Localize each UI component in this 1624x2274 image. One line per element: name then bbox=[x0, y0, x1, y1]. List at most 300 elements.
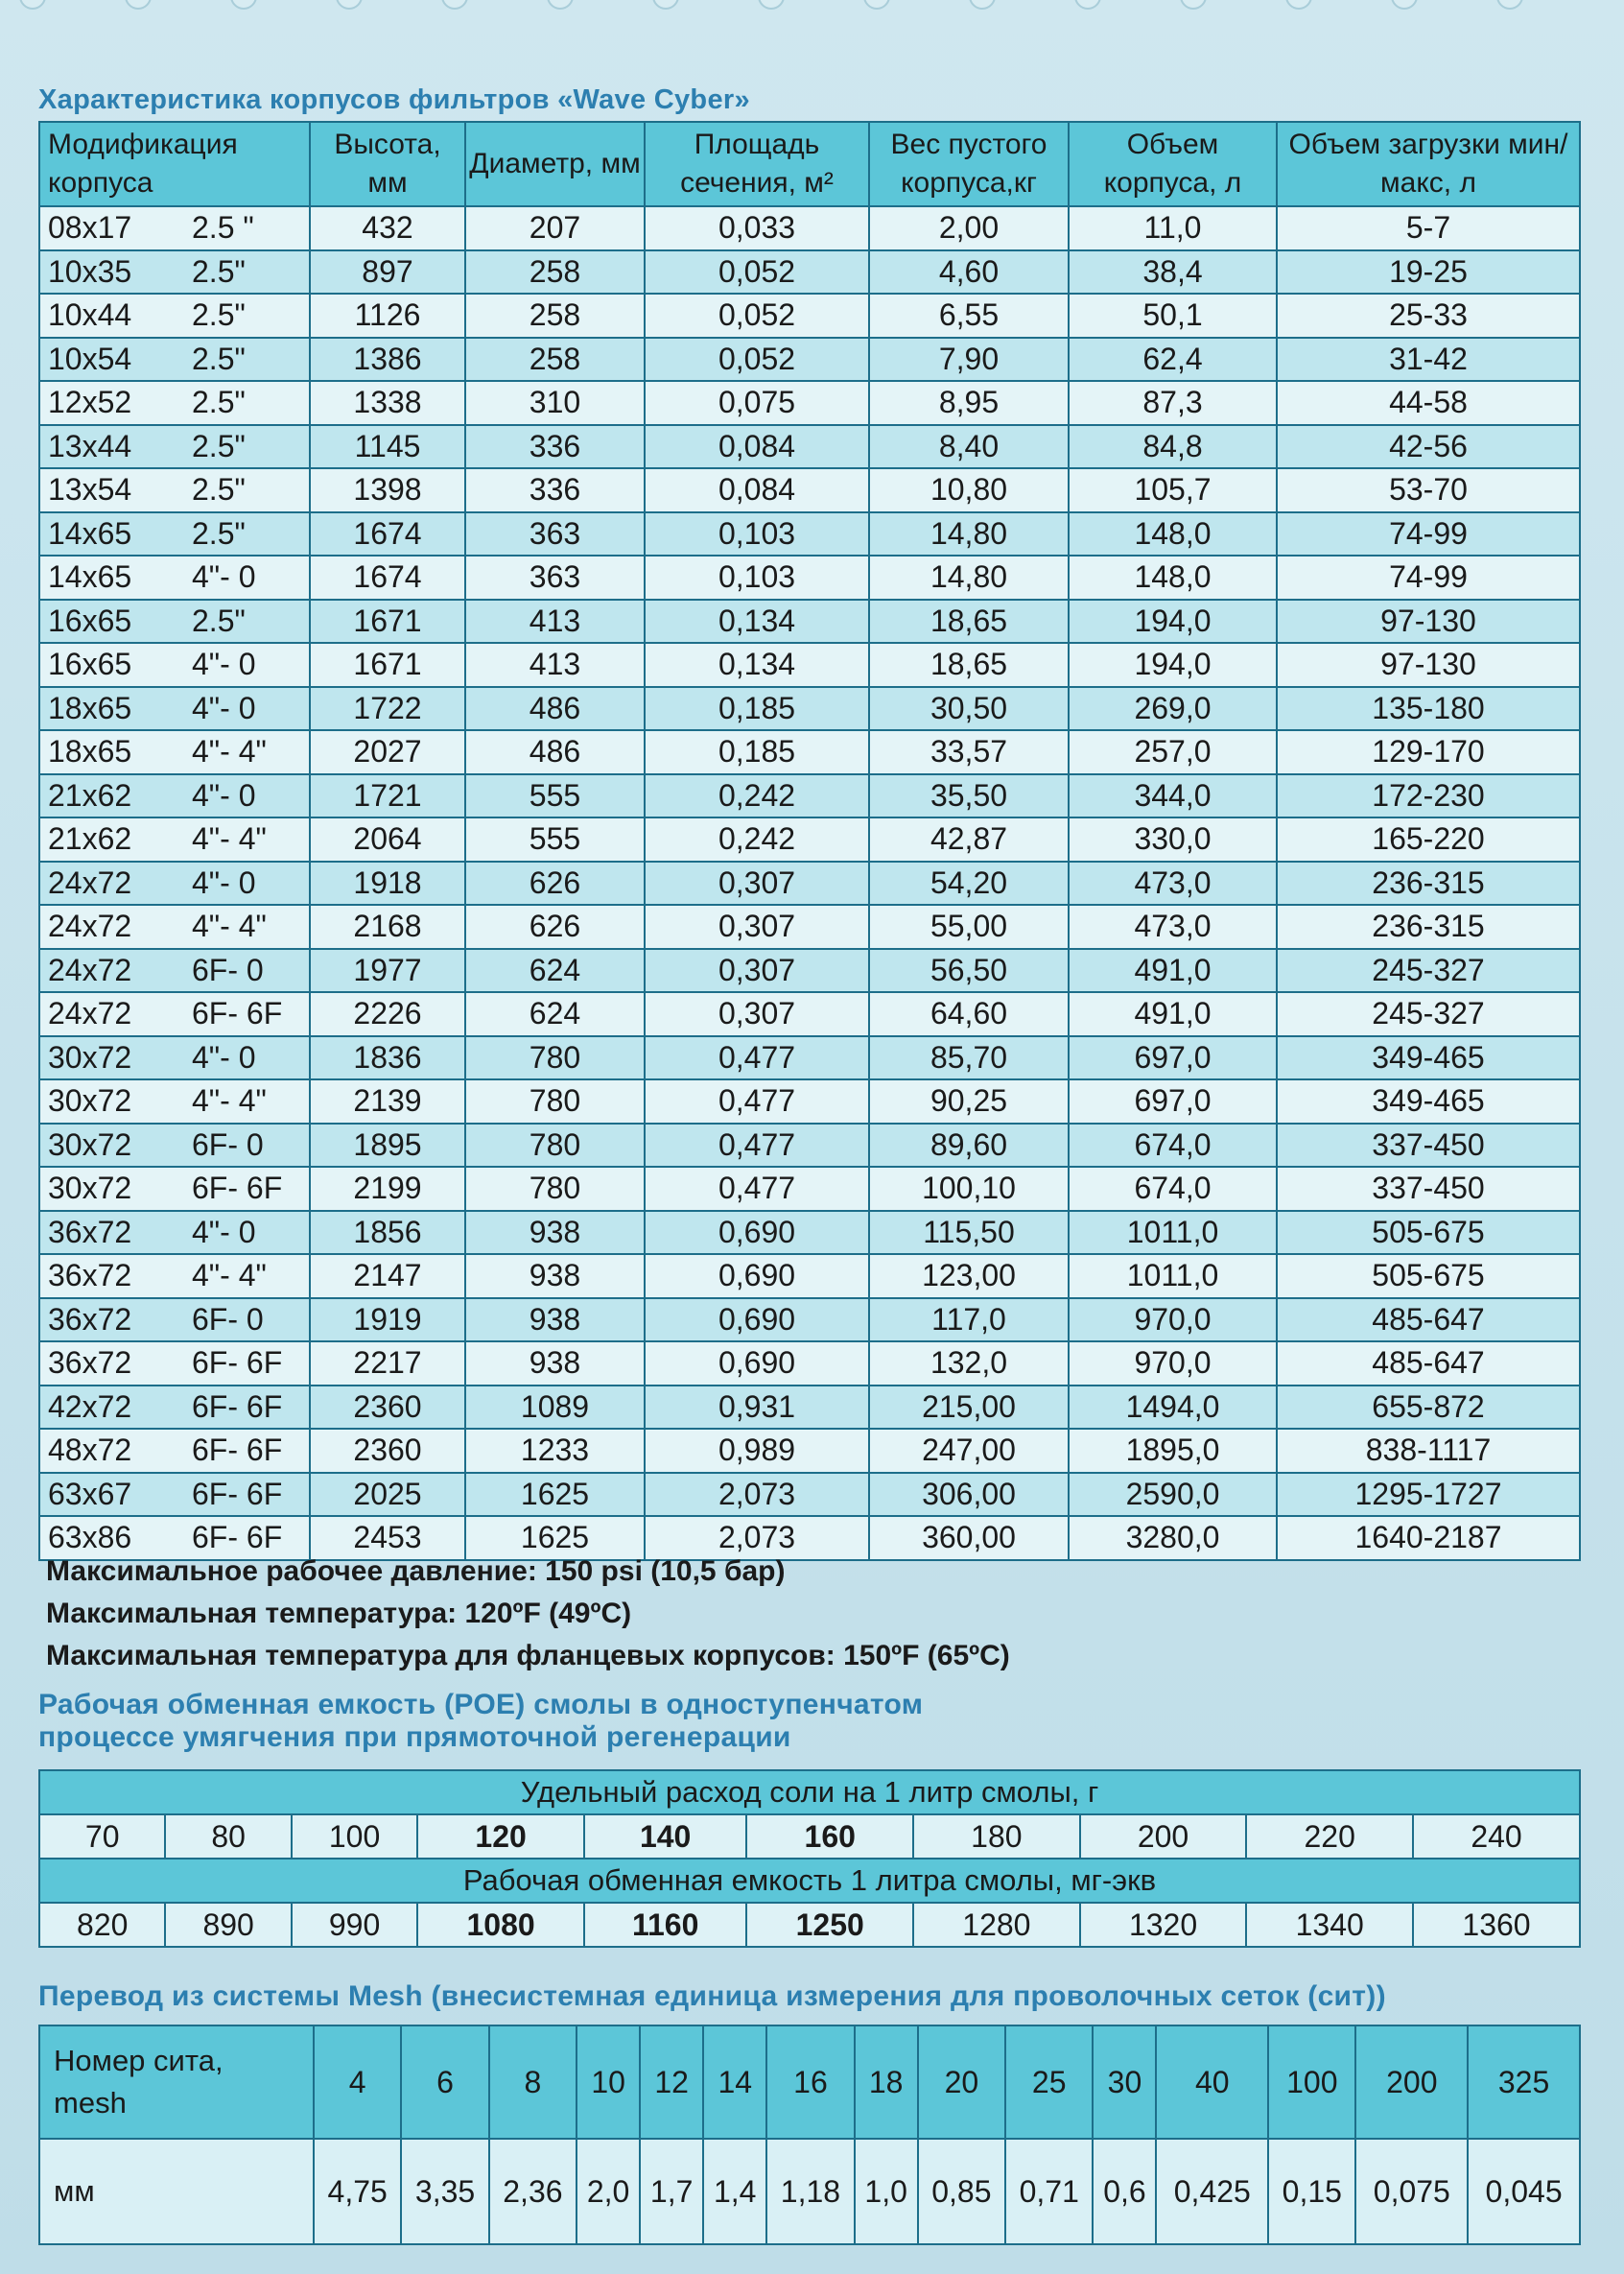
table-row bbox=[39, 381, 1580, 425]
modification-cell bbox=[39, 512, 310, 557]
capacity-value-cell: 1250 bbox=[746, 1903, 913, 1947]
modification-cell bbox=[39, 556, 310, 600]
weight-cell: 55,00 bbox=[869, 905, 1069, 949]
volume-cell: 491,0 bbox=[1069, 992, 1277, 1036]
diameter-cell: 626 bbox=[465, 905, 645, 949]
weight-cell: 8,95 bbox=[869, 381, 1069, 425]
filter-housings-table bbox=[38, 121, 1581, 1561]
area-cell: 0,690 bbox=[645, 1211, 869, 1255]
area-cell: 0,477 bbox=[645, 1124, 869, 1168]
load-cell: 1640-2187 bbox=[1277, 1516, 1580, 1560]
diameter-cell: 555 bbox=[465, 774, 645, 818]
area-cell: 0,134 bbox=[645, 600, 869, 644]
load-cell: 74-99 bbox=[1277, 556, 1580, 600]
table-row bbox=[39, 643, 1580, 687]
load-cell: 236-315 bbox=[1277, 862, 1580, 906]
housing-size: 36x72 bbox=[48, 1345, 132, 1381]
volume-cell: 257,0 bbox=[1069, 730, 1277, 774]
weight-cell: 89,60 bbox=[869, 1124, 1069, 1168]
mm-value-cell: 1,4 bbox=[703, 2139, 766, 2244]
resin-capacity-title-line2: процессе умягчения при прямоточной регенерации bbox=[38, 1721, 791, 1753]
modification-cell bbox=[39, 206, 310, 250]
connection-type: 2.5 " bbox=[192, 210, 254, 246]
mm-value-cell: 0,075 bbox=[1355, 2139, 1468, 2244]
table-row bbox=[39, 1167, 1580, 1211]
modification-cell bbox=[39, 1429, 310, 1473]
diameter-cell: 1233 bbox=[465, 1429, 645, 1473]
load-cell: 74-99 bbox=[1277, 512, 1580, 557]
salt-value-cell: 160 bbox=[746, 1814, 913, 1859]
modification-cell bbox=[39, 425, 310, 469]
housing-size: 24x72 bbox=[48, 996, 132, 1031]
modification-cell bbox=[39, 730, 310, 774]
table-row bbox=[39, 1341, 1580, 1386]
height-cell: 1918 bbox=[310, 862, 465, 906]
capacity-value-cell: 1320 bbox=[1080, 1903, 1247, 1947]
volume-cell: 491,0 bbox=[1069, 949, 1277, 993]
binder-hole bbox=[1391, 0, 1418, 10]
load-cell: 505-675 bbox=[1277, 1254, 1580, 1298]
connection-type: 6F- 0 bbox=[192, 952, 264, 987]
mesh-value-cell: 200 bbox=[1355, 2025, 1468, 2139]
volume-cell: 50,1 bbox=[1069, 294, 1277, 338]
volume-cell: 344,0 bbox=[1069, 774, 1277, 818]
housing-size: 36x72 bbox=[48, 1301, 132, 1337]
weight-cell: 247,00 bbox=[869, 1429, 1069, 1473]
area-cell: 0,134 bbox=[645, 643, 869, 687]
area-cell: 0,307 bbox=[645, 905, 869, 949]
mesh-value-cell: 100 bbox=[1268, 2025, 1355, 2139]
mm-value-cell: 2,0 bbox=[577, 2139, 640, 2244]
area-cell: 0,307 bbox=[645, 992, 869, 1036]
housing-size: 48x72 bbox=[48, 1433, 132, 1468]
connection-type: 4"- 0 bbox=[192, 1039, 256, 1075]
connection-type: 6F- 6F bbox=[192, 996, 283, 1031]
connection-type: 6F- 6F bbox=[192, 1345, 283, 1381]
diameter-cell: 486 bbox=[465, 730, 645, 774]
weight-cell: 117,0 bbox=[869, 1298, 1069, 1342]
diameter-cell: 363 bbox=[465, 512, 645, 557]
volume-cell: 674,0 bbox=[1069, 1167, 1277, 1211]
diameter-cell: 486 bbox=[465, 687, 645, 731]
housing-size: 21x62 bbox=[48, 777, 132, 813]
area-cell: 0,690 bbox=[645, 1254, 869, 1298]
height-cell: 1398 bbox=[310, 468, 465, 512]
load-cell: 42-56 bbox=[1277, 425, 1580, 469]
load-cell: 655-872 bbox=[1277, 1386, 1580, 1430]
salt-consumption-header: Удельный расход соли на 1 литр смолы, г bbox=[39, 1770, 1580, 1814]
salt-value-cell: 140 bbox=[584, 1814, 746, 1859]
load-cell: 97-130 bbox=[1277, 600, 1580, 644]
volume-cell: 84,8 bbox=[1069, 425, 1277, 469]
area-cell: 0,690 bbox=[645, 1298, 869, 1342]
housing-size: 10x35 bbox=[48, 253, 132, 289]
binder-hole bbox=[547, 0, 574, 10]
salt-value-cell: 80 bbox=[165, 1814, 291, 1859]
load-cell: 97-130 bbox=[1277, 643, 1580, 687]
weight-cell: 4,60 bbox=[869, 250, 1069, 295]
weight-cell: 56,50 bbox=[869, 949, 1069, 993]
diameter-cell: 1089 bbox=[465, 1386, 645, 1430]
mesh-number-label-line2: mesh bbox=[54, 2086, 127, 2120]
column-header: Высота, мм bbox=[310, 122, 465, 206]
load-cell: 44-58 bbox=[1277, 381, 1580, 425]
mesh-value-cell: 20 bbox=[918, 2025, 1005, 2139]
modification-cell bbox=[39, 1386, 310, 1430]
mesh-value-cell: 325 bbox=[1468, 2025, 1580, 2139]
table-row bbox=[39, 338, 1580, 382]
binder-hole bbox=[1496, 0, 1523, 10]
volume-cell: 1011,0 bbox=[1069, 1254, 1277, 1298]
table-row bbox=[39, 687, 1580, 731]
modification-cell bbox=[39, 774, 310, 818]
diameter-cell: 336 bbox=[465, 425, 645, 469]
weight-cell: 2,00 bbox=[869, 206, 1069, 250]
weight-cell: 8,40 bbox=[869, 425, 1069, 469]
area-cell: 0,052 bbox=[645, 294, 869, 338]
area-cell: 0,307 bbox=[645, 862, 869, 906]
table-row bbox=[39, 817, 1580, 862]
housing-size: 14x65 bbox=[48, 559, 132, 595]
area-cell: 2,073 bbox=[645, 1473, 869, 1517]
binder-hole bbox=[1285, 0, 1312, 10]
capacity-value-cell: 1080 bbox=[417, 1903, 584, 1947]
height-cell: 2064 bbox=[310, 817, 465, 862]
table-row bbox=[39, 425, 1580, 469]
weight-cell: 18,65 bbox=[869, 643, 1069, 687]
weight-cell: 6,55 bbox=[869, 294, 1069, 338]
modification-cell bbox=[39, 1036, 310, 1080]
load-cell: 53-70 bbox=[1277, 468, 1580, 512]
volume-cell: 970,0 bbox=[1069, 1298, 1277, 1342]
connection-type: 2.5" bbox=[192, 472, 246, 508]
table-row bbox=[39, 949, 1580, 993]
area-cell: 0,242 bbox=[645, 817, 869, 862]
binder-hole bbox=[1074, 0, 1101, 10]
table-row bbox=[39, 992, 1580, 1036]
load-cell: 245-327 bbox=[1277, 992, 1580, 1036]
area-cell: 0,185 bbox=[645, 730, 869, 774]
area-cell: 0,185 bbox=[645, 687, 869, 731]
mesh-value-cell: 14 bbox=[703, 2025, 766, 2139]
modification-cell bbox=[39, 338, 310, 382]
modification-cell bbox=[39, 687, 310, 731]
exchange-capacity-header: Рабочая обменная емкость 1 литра смолы, мг-экв bbox=[39, 1859, 1580, 1903]
mesh-value-cell: 12 bbox=[640, 2025, 703, 2139]
capacity-value-cell: 1340 bbox=[1246, 1903, 1413, 1947]
mesh-conversion-title: Перевод из системы Mesh (внесистемная единица измерения для проволочных сеток (сит)) bbox=[38, 1980, 1386, 2012]
connection-type: 2.5" bbox=[192, 341, 246, 376]
connection-type: 4"- 4" bbox=[192, 1258, 267, 1293]
area-cell: 0,052 bbox=[645, 250, 869, 295]
connection-type: 4"- 0 bbox=[192, 647, 256, 682]
area-cell: 0,989 bbox=[645, 1429, 869, 1473]
table-row bbox=[39, 468, 1580, 512]
connection-type: 4"- 0 bbox=[192, 865, 256, 900]
diameter-cell: 413 bbox=[465, 643, 645, 687]
table-row bbox=[39, 862, 1580, 906]
height-cell: 1674 bbox=[310, 556, 465, 600]
table-row bbox=[39, 1298, 1580, 1342]
connection-type: 2.5" bbox=[192, 428, 246, 463]
weight-cell: 10,80 bbox=[869, 468, 1069, 512]
weight-cell: 64,60 bbox=[869, 992, 1069, 1036]
modification-cell bbox=[39, 1473, 310, 1517]
max-flange-temperature-note: Максимальная температура для фланцевых корпусов: 150ºF (65ºC) bbox=[46, 1640, 1010, 1671]
height-cell: 2453 bbox=[310, 1516, 465, 1560]
mesh-number-row bbox=[39, 2025, 1580, 2139]
volume-cell: 473,0 bbox=[1069, 862, 1277, 906]
table-row bbox=[39, 1211, 1580, 1255]
mm-value-cell: 1,18 bbox=[766, 2139, 854, 2244]
area-cell: 0,052 bbox=[645, 338, 869, 382]
housing-size: 36x72 bbox=[48, 1214, 132, 1249]
weight-cell: 30,50 bbox=[869, 687, 1069, 731]
area-cell: 0,242 bbox=[645, 774, 869, 818]
table-row bbox=[39, 730, 1580, 774]
height-cell: 1126 bbox=[310, 294, 465, 338]
binder-hole bbox=[1180, 0, 1207, 10]
volume-cell: 697,0 bbox=[1069, 1079, 1277, 1124]
height-cell: 1145 bbox=[310, 425, 465, 469]
height-cell: 1856 bbox=[310, 1211, 465, 1255]
volume-cell: 330,0 bbox=[1069, 817, 1277, 862]
volume-cell: 1494,0 bbox=[1069, 1386, 1277, 1430]
height-cell: 1895 bbox=[310, 1124, 465, 1168]
weight-cell: 35,50 bbox=[869, 774, 1069, 818]
area-cell: 0,103 bbox=[645, 556, 869, 600]
table-row bbox=[39, 556, 1580, 600]
height-cell: 2217 bbox=[310, 1341, 465, 1386]
capacity-value-cell: 990 bbox=[292, 1903, 417, 1947]
height-cell: 2027 bbox=[310, 730, 465, 774]
height-cell: 2139 bbox=[310, 1079, 465, 1124]
height-cell: 1674 bbox=[310, 512, 465, 557]
salt-value-cell: 100 bbox=[292, 1814, 417, 1859]
housing-size: 30x72 bbox=[48, 1171, 132, 1206]
connection-type: 6F- 0 bbox=[192, 1301, 264, 1337]
connection-type: 4"- 0 bbox=[192, 777, 256, 813]
diameter-cell: 258 bbox=[465, 338, 645, 382]
modification-cell bbox=[39, 1124, 310, 1168]
volume-cell: 697,0 bbox=[1069, 1036, 1277, 1080]
table-row bbox=[39, 774, 1580, 818]
diameter-cell: 938 bbox=[465, 1298, 645, 1342]
weight-cell: 54,20 bbox=[869, 862, 1069, 906]
height-cell: 432 bbox=[310, 206, 465, 250]
housing-size: 13x44 bbox=[48, 428, 132, 463]
housing-size: 18x65 bbox=[48, 690, 132, 725]
housing-size: 24x72 bbox=[48, 909, 132, 944]
housing-size: 08x17 bbox=[48, 210, 132, 246]
load-cell: 485-647 bbox=[1277, 1341, 1580, 1386]
column-header: Диаметр, мм bbox=[465, 122, 645, 206]
volume-cell: 194,0 bbox=[1069, 643, 1277, 687]
connection-type: 4"- 0 bbox=[192, 690, 256, 725]
load-cell: 172-230 bbox=[1277, 774, 1580, 818]
diameter-cell: 1625 bbox=[465, 1473, 645, 1517]
binder-hole bbox=[230, 0, 257, 10]
load-cell: 19-25 bbox=[1277, 250, 1580, 295]
modification-cell bbox=[39, 992, 310, 1036]
mesh-value-cell: 4 bbox=[314, 2025, 401, 2139]
mesh-number-label-line1: Номер сита, bbox=[54, 2044, 224, 2077]
table-row bbox=[39, 250, 1580, 295]
area-cell: 0,477 bbox=[645, 1167, 869, 1211]
binder-hole bbox=[969, 0, 996, 10]
weight-cell: 132,0 bbox=[869, 1341, 1069, 1386]
connection-type: 2.5" bbox=[192, 297, 246, 333]
housing-size: 63x67 bbox=[48, 1476, 132, 1511]
height-cell: 2360 bbox=[310, 1386, 465, 1430]
housing-size: 63x86 bbox=[48, 1520, 132, 1555]
mesh-number-label bbox=[39, 2025, 314, 2139]
mesh-value-cell: 8 bbox=[489, 2025, 577, 2139]
column-header: Площадь сечения, м² bbox=[645, 122, 869, 206]
volume-cell: 11,0 bbox=[1069, 206, 1277, 250]
load-cell: 838-1117 bbox=[1277, 1429, 1580, 1473]
volume-cell: 3280,0 bbox=[1069, 1516, 1277, 1560]
height-cell: 2226 bbox=[310, 992, 465, 1036]
weight-cell: 90,25 bbox=[869, 1079, 1069, 1124]
height-cell: 1671 bbox=[310, 600, 465, 644]
load-cell: 1295-1727 bbox=[1277, 1473, 1580, 1517]
diameter-cell: 336 bbox=[465, 468, 645, 512]
mesh-value-cell: 10 bbox=[577, 2025, 640, 2139]
modification-cell bbox=[39, 250, 310, 295]
volume-cell: 1011,0 bbox=[1069, 1211, 1277, 1255]
area-cell: 0,084 bbox=[645, 425, 869, 469]
housing-size: 13x54 bbox=[48, 472, 132, 508]
binder-hole bbox=[441, 0, 468, 10]
weight-cell: 85,70 bbox=[869, 1036, 1069, 1080]
weight-cell: 14,80 bbox=[869, 556, 1069, 600]
load-cell: 337-450 bbox=[1277, 1124, 1580, 1168]
mm-value-cell: 3,35 bbox=[401, 2139, 488, 2244]
binder-hole bbox=[863, 0, 890, 10]
weight-cell: 123,00 bbox=[869, 1254, 1069, 1298]
area-cell: 0,103 bbox=[645, 512, 869, 557]
volume-cell: 87,3 bbox=[1069, 381, 1277, 425]
load-cell: 349-465 bbox=[1277, 1079, 1580, 1124]
area-cell: 0,307 bbox=[645, 949, 869, 993]
mesh-conversion-table bbox=[38, 2025, 1581, 2245]
connection-type: 4"- 4" bbox=[192, 909, 267, 944]
mesh-value-cell: 16 bbox=[766, 2025, 854, 2139]
table-row bbox=[39, 1473, 1580, 1517]
table-row bbox=[39, 512, 1580, 557]
exchange-capacity-row bbox=[39, 1903, 1580, 1947]
mm-value-cell: 0,425 bbox=[1156, 2139, 1268, 2244]
height-cell: 1671 bbox=[310, 643, 465, 687]
resin-capacity-title bbox=[38, 1689, 923, 1754]
height-cell: 1338 bbox=[310, 381, 465, 425]
mesh-value-cell: 18 bbox=[855, 2025, 918, 2139]
weight-cell: 115,50 bbox=[869, 1211, 1069, 1255]
binder-hole bbox=[652, 0, 679, 10]
binder-holes bbox=[0, 0, 1624, 12]
height-cell: 897 bbox=[310, 250, 465, 295]
volume-cell: 148,0 bbox=[1069, 556, 1277, 600]
housing-size: 24x72 bbox=[48, 865, 132, 900]
diameter-cell: 780 bbox=[465, 1124, 645, 1168]
binder-hole bbox=[19, 0, 46, 10]
diameter-cell: 624 bbox=[465, 992, 645, 1036]
volume-cell: 1895,0 bbox=[1069, 1429, 1277, 1473]
salt-consumption-row bbox=[39, 1814, 1580, 1859]
millimeter-row bbox=[39, 2139, 1580, 2244]
area-cell: 0,033 bbox=[645, 206, 869, 250]
load-cell: 135-180 bbox=[1277, 687, 1580, 731]
binder-hole bbox=[336, 0, 363, 10]
diameter-cell: 780 bbox=[465, 1036, 645, 1080]
housing-size: 30x72 bbox=[48, 1126, 132, 1162]
column-header: Модификация корпуса bbox=[39, 122, 310, 206]
height-cell: 1386 bbox=[310, 338, 465, 382]
load-cell: 337-450 bbox=[1277, 1167, 1580, 1211]
volume-cell: 105,7 bbox=[1069, 468, 1277, 512]
diameter-cell: 555 bbox=[465, 817, 645, 862]
height-cell: 1836 bbox=[310, 1036, 465, 1080]
housing-size: 16x65 bbox=[48, 603, 132, 638]
mm-value-cell: 0,85 bbox=[918, 2139, 1005, 2244]
modification-cell bbox=[39, 862, 310, 906]
mm-value-cell: 0,6 bbox=[1093, 2139, 1156, 2244]
volume-cell: 473,0 bbox=[1069, 905, 1277, 949]
load-cell: 5-7 bbox=[1277, 206, 1580, 250]
diameter-cell: 780 bbox=[465, 1167, 645, 1211]
volume-cell: 970,0 bbox=[1069, 1341, 1277, 1386]
table-row bbox=[39, 1254, 1580, 1298]
connection-type: 6F- 0 bbox=[192, 1126, 264, 1162]
mm-value-cell: 0,15 bbox=[1268, 2139, 1355, 2244]
housing-size: 21x62 bbox=[48, 821, 132, 857]
mm-value-cell: 1,7 bbox=[640, 2139, 703, 2244]
diameter-cell: 938 bbox=[465, 1341, 645, 1386]
diameter-cell: 310 bbox=[465, 381, 645, 425]
mm-value-cell: 4,75 bbox=[314, 2139, 401, 2244]
housing-size: 10x54 bbox=[48, 341, 132, 376]
volume-cell: 38,4 bbox=[1069, 250, 1277, 295]
table-row bbox=[39, 1124, 1580, 1168]
modification-cell bbox=[39, 1167, 310, 1211]
salt-value-cell: 120 bbox=[417, 1814, 584, 1859]
mesh-value-cell: 25 bbox=[1005, 2025, 1093, 2139]
area-cell: 2,073 bbox=[645, 1516, 869, 1560]
height-cell: 2199 bbox=[310, 1167, 465, 1211]
capacity-value-cell: 820 bbox=[39, 1903, 165, 1947]
load-cell: 236-315 bbox=[1277, 905, 1580, 949]
diameter-cell: 626 bbox=[465, 862, 645, 906]
binder-hole bbox=[758, 0, 785, 10]
weight-cell: 360,00 bbox=[869, 1516, 1069, 1560]
salt-value-cell: 220 bbox=[1246, 1814, 1413, 1859]
capacity-value-cell: 1280 bbox=[913, 1903, 1080, 1947]
load-cell: 31-42 bbox=[1277, 338, 1580, 382]
weight-cell: 215,00 bbox=[869, 1386, 1069, 1430]
height-cell: 1722 bbox=[310, 687, 465, 731]
height-cell: 1919 bbox=[310, 1298, 465, 1342]
table-row bbox=[39, 600, 1580, 644]
resin-capacity-title-line1: Рабочая обменная емкость (РОЕ) смолы в одноступенчатом bbox=[38, 1689, 924, 1720]
weight-cell: 14,80 bbox=[869, 512, 1069, 557]
modification-cell bbox=[39, 600, 310, 644]
weight-cell: 7,90 bbox=[869, 338, 1069, 382]
binder-hole bbox=[125, 0, 152, 10]
connection-type: 4"- 4" bbox=[192, 821, 267, 857]
load-cell: 505-675 bbox=[1277, 1211, 1580, 1255]
height-cell: 2168 bbox=[310, 905, 465, 949]
